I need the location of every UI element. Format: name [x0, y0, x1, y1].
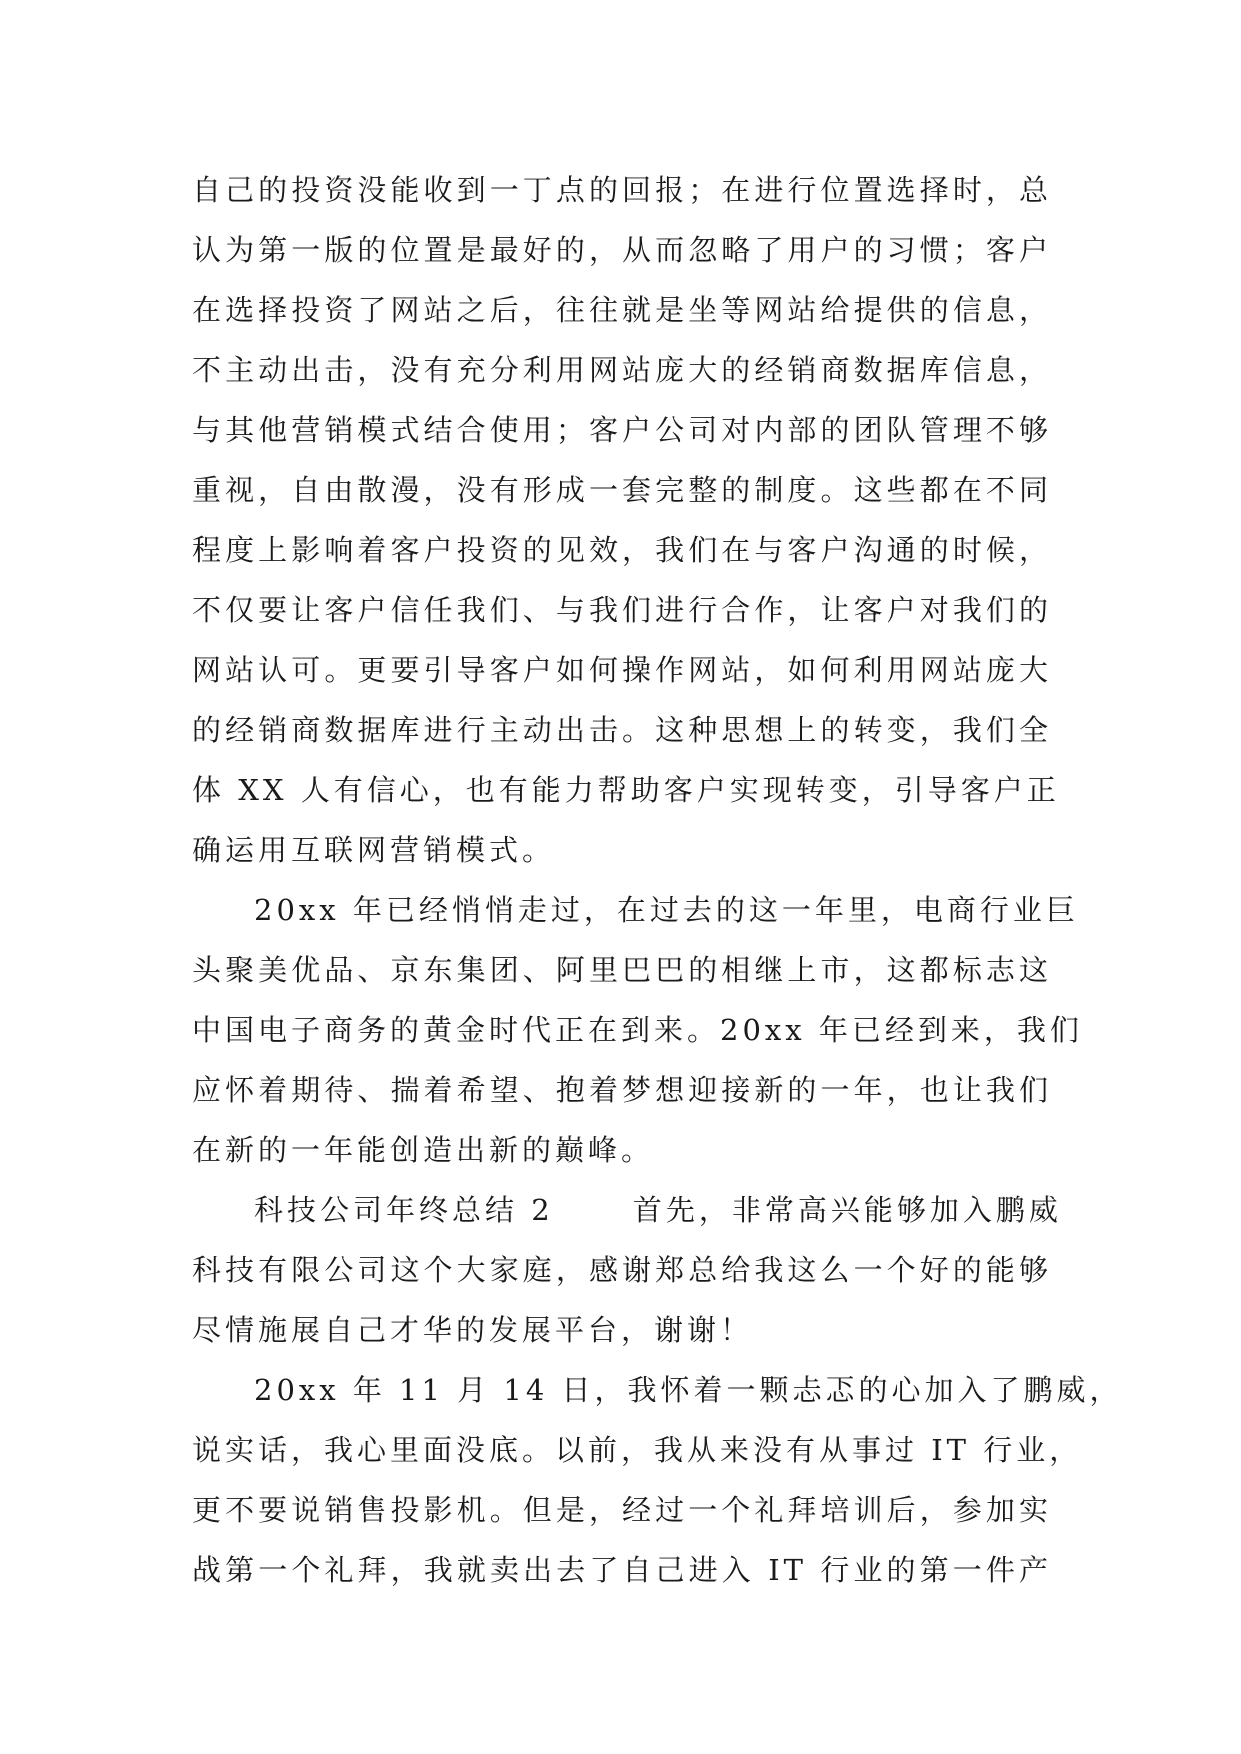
text-line: 更不要说销售投影机。但是，经过一个礼拜培训后，参加实: [192, 1493, 1052, 1527]
document-body: [192, 160, 1123, 1600]
text-line: 中国电子商务的黄金时代正在到来。20xx 年已经到来，我们: [192, 1013, 1083, 1047]
paragraph: [192, 160, 1060, 880]
text-line: 自己的投资没能收到一丁点的回报；在进行位置选择时，总: [192, 173, 1052, 207]
text-line: 头聚美优品、京东集团、阿里巴巴的相继上市，这都标志这: [192, 953, 1052, 987]
text-line: 20xx 年 11 月 14 日，我怀着一颗忐忑的心加入了鹏威，: [254, 1373, 1123, 1407]
text-line: 20xx 年已经悄悄走过，在过去的这一年里，电商行业巨: [254, 893, 1079, 927]
text-line: 体 XX 人有信心，也有能力帮助客户实现转变，引导客户正: [192, 773, 1060, 807]
text-line: 在选择投资了网站之后，往往就是坐等网站给提供的信息，: [192, 293, 1052, 327]
paragraph: [192, 1180, 1062, 1360]
paragraph: [192, 880, 1083, 1180]
text-line: 科技有限公司这个大家庭，感谢郑总给我这么一个好的能够: [192, 1253, 1052, 1287]
text-line: 的经销商数据库进行主动出击。这种思想上的转变，我们全: [192, 713, 1052, 747]
text-line: 在新的一年能创造出新的巅峰。: [192, 1133, 655, 1167]
text-line: 网站认可。更要引导客户如何操作网站，如何利用网站庞大: [192, 653, 1052, 687]
text-line: 科技公司年终总结 2 首先，非常高兴能够加入鹏威: [254, 1193, 1062, 1227]
text-line: 不仅要让客户信任我们、与我们进行合作，让客户对我们的: [192, 593, 1052, 627]
text-line: 尽情施展自己才华的发展平台，谢谢！: [192, 1313, 754, 1347]
text-line: 不主动出击，没有充分利用网站庞大的经销商数据库信息，: [192, 353, 1052, 387]
paragraph: [192, 1360, 1123, 1600]
text-line: 战第一个礼拜，我就卖出去了自己进入 IT 行业的第一件产: [192, 1553, 1052, 1587]
text-line: 应怀着期待、揣着希望、抱着梦想迎接新的一年，也让我们: [192, 1073, 1052, 1107]
text-line: 确运用互联网营销模式。: [192, 833, 556, 867]
text-line: 重视，自由散漫，没有形成一套完整的制度。这些都在不同: [192, 473, 1052, 507]
text-line: 与其他营销模式结合使用；客户公司对内部的团队管理不够: [192, 413, 1052, 447]
text-line: 认为第一版的位置是最好的，从而忽略了用户的习惯；客户: [192, 233, 1052, 267]
text-line: 程度上影响着客户投资的见效，我们在与客户沟通的时候，: [192, 533, 1052, 567]
text-line: 说实话，我心里面没底。以前，我从来没有从事过 IT 行业，: [192, 1433, 1083, 1467]
